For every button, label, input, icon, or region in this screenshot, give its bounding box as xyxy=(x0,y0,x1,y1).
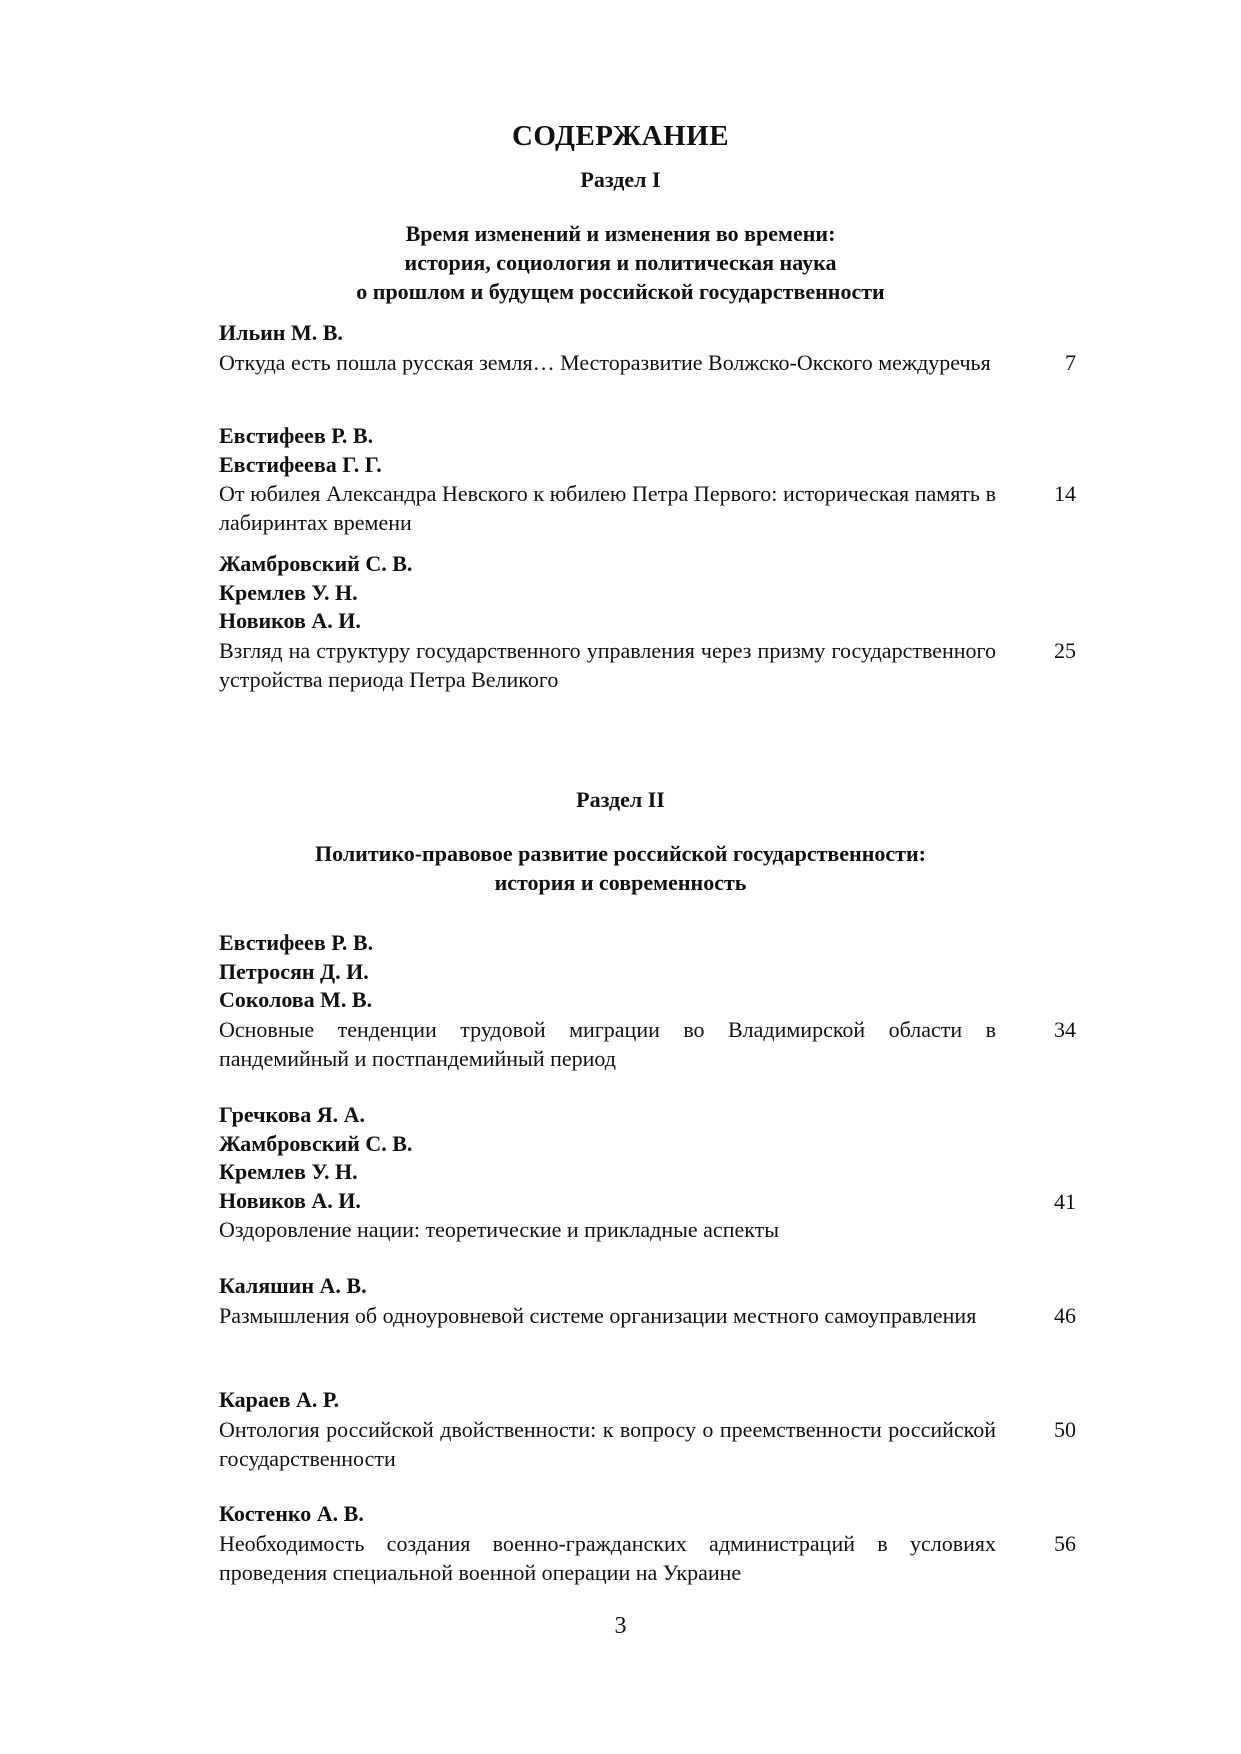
toc-entry[interactable] xyxy=(219,550,1076,694)
entry-author: Костенко А. В. xyxy=(219,1501,364,1526)
section-1-title xyxy=(0,219,1241,306)
section-1-title-line: история, социология и политическая наука xyxy=(404,250,837,275)
entry-page-number: 25 xyxy=(1054,637,1076,663)
entry-author: Евстифеев Р. В. xyxy=(219,423,374,448)
entry-author: Евстифеев Р. В. xyxy=(219,930,374,955)
toc-entry[interactable] xyxy=(219,929,1076,1073)
toc-entry[interactable] xyxy=(219,1500,1076,1587)
entry-page-number: 56 xyxy=(1054,1530,1076,1556)
toc-entry[interactable] xyxy=(219,319,1076,377)
entry-title: Откуда есть пошла русская земля… Месторазвитие Волжско-Окского междуречья xyxy=(219,349,991,375)
entry-author: Соколова М. В. xyxy=(219,987,373,1012)
entry-author: Новиков А. И. xyxy=(219,1187,361,1213)
entry-author: Петросян Д. И. xyxy=(219,958,369,984)
entry-title: Необходимость создания военно-гражданских администраций в условиях проведения специальной военной операции на Украине xyxy=(219,1530,996,1585)
entry-author: Евстифеева Г. Г. xyxy=(219,451,382,477)
entry-page-number: 34 xyxy=(1054,1016,1076,1042)
toc-entry[interactable] xyxy=(219,1101,1076,1244)
entry-author: Гречкова Я. А. xyxy=(219,1102,365,1127)
section-1-label: Раздел I xyxy=(580,167,661,192)
section-2-title-line: история и современность xyxy=(494,870,747,895)
section-1-title-line: Время изменений и изменения во времени: xyxy=(405,221,836,246)
entry-author: Каляшин А. В. xyxy=(219,1273,367,1298)
entry-author: Ильин М. В. xyxy=(219,320,343,345)
entry-title: От юбилея Александра Невского к юбилею Петра Первого: историческая память в лабиринтах времени xyxy=(219,481,996,535)
entry-title: Основные тенденции трудовой миграции во Владимирской области в пандемийный и постпандемийный период xyxy=(219,1016,996,1071)
section-1-title-line: о прошлом и будущем российской государственности xyxy=(356,279,885,304)
entry-author: Караев А. Р. xyxy=(219,1387,340,1412)
entry-title: Размышления об одноуровневой системе организации местного самоуправления xyxy=(219,1302,977,1328)
entry-author: Новиков А. И. xyxy=(219,608,361,633)
entry-author: Жамбровский С. В. xyxy=(219,1130,413,1156)
footer-page-number: 3 xyxy=(614,1613,627,1639)
section-2-title xyxy=(0,839,1241,897)
entry-author: Кремлев У. Н. xyxy=(219,579,358,605)
entry-page-number: 46 xyxy=(1054,1302,1076,1328)
entry-page-number: 14 xyxy=(1054,481,1076,506)
entry-author: Жамбровский С. В. xyxy=(219,551,413,576)
entry-author: Кремлев У. Н. xyxy=(219,1159,358,1184)
entry-title: Оздоровление нации: теоретические и прикладные аспекты xyxy=(219,1217,780,1242)
section-2-label: Раздел II xyxy=(576,787,665,812)
toc-entry[interactable] xyxy=(219,1272,1076,1330)
entry-title: Взгляд на структуру государственного управления через призму государственного устройства периода Петра Великого xyxy=(219,637,996,692)
entry-page-number: 41 xyxy=(1054,1188,1076,1214)
entry-title: Онтология российской двойственности: к вопросу о преемственности российской государственности xyxy=(219,1416,996,1471)
toc-entry[interactable] xyxy=(219,1386,1076,1473)
section-2-title-line: Политико-правовое развитие российской государственности: xyxy=(315,841,926,866)
page-title: СОДЕРЖАНИЕ xyxy=(511,120,730,152)
entry-page-number: 7 xyxy=(1065,349,1076,375)
entry-page-number: 50 xyxy=(1054,1416,1076,1442)
toc-entry[interactable] xyxy=(219,422,1076,537)
